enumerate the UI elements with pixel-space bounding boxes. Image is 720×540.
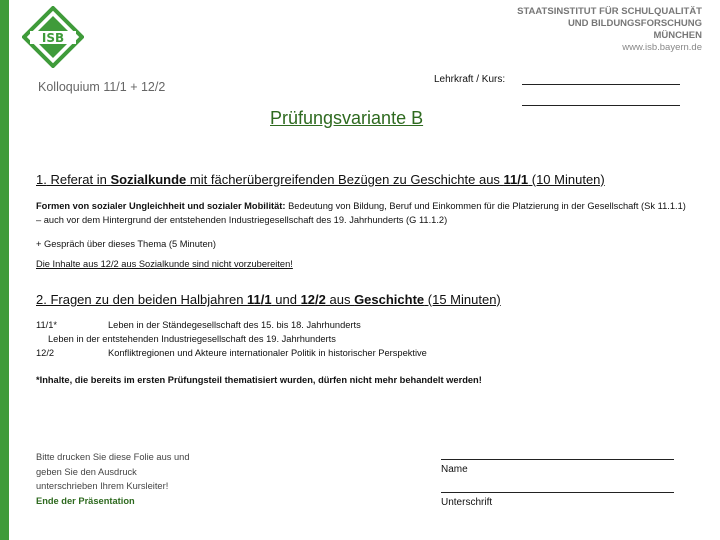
signature-line xyxy=(441,492,674,493)
lehrkraft-line xyxy=(522,84,680,85)
logo-text: ISB xyxy=(41,31,65,45)
lehrkraft-label: Lehrkraft / Kurs: xyxy=(434,74,506,85)
page-title: Prüfungsvariante B xyxy=(270,108,424,128)
isb-logo xyxy=(22,6,84,68)
signature-label: Unterschrift xyxy=(441,497,493,508)
kurs-line xyxy=(522,105,680,106)
section1-talk: + Gespräch über dieses Thema (5 Minuten) xyxy=(36,239,216,249)
section2-heading: 2. Fragen zu den beiden Halbjahren 11/1 und 12/2 aus Geschichte (15 Minuten) xyxy=(36,292,501,307)
kolloquium-label: Kolloquium 11/1 + 12/2 xyxy=(38,80,166,94)
institute-url[interactable]: www.isb.bayern.de xyxy=(622,42,702,53)
history-topic: Leben in der Ständegesellschaft des 15. bis 18. Jahrhunderts xyxy=(108,320,361,330)
history-topic: Konfliktregionen und Akteure internationaler Politik in historischer Perspektive xyxy=(108,348,427,358)
institute-line: UND BILDUNGSFORSCHUNG xyxy=(567,18,702,29)
institute-line: STAATSINSTITUT FÜR SCHULQUALITÄT xyxy=(517,6,702,17)
institute-line: MÜNCHEN xyxy=(653,30,702,41)
history-topic: Leben in der entstehenden Industriegesellschaft des 19. Jahrhunderts xyxy=(48,334,336,344)
section1-topic: Formen von sozialer Ungleichheit und sozialer Mobilität: Bedeutung von Bildung, Beruf und Einkommen für die Platzierung in der Gesellschaft (Sk 11.1.1) – auch vor dem Hintergrund der entstehenden Industriegesellschaft des 19. Jahrhunderts (G 11.1.2) xyxy=(36,201,686,225)
footnote: *Inhalte, die bereits im ersten Prüfungsteil thematisiert wurden, dürfen nicht mehr behandelt werden! xyxy=(36,375,482,385)
section1-note: Die Inhalte aus 12/2 aus Sozialkunde sind nicht vorzubereiten! xyxy=(36,259,293,269)
history-term: 11/1* xyxy=(36,320,58,330)
end-of-presentation: Ende der Präsentation xyxy=(36,495,135,506)
section1-heading: 1. Referat in Sozialkunde mit fächerübergreifenden Bezügen zu Geschichte aus 11/1 (10 Minuten) xyxy=(36,172,605,187)
name-line xyxy=(441,459,674,460)
green-side-bar xyxy=(0,0,9,540)
history-term: 12/2 xyxy=(36,348,55,358)
institute-block xyxy=(517,6,702,54)
name-label: Name xyxy=(441,464,468,475)
print-hint: Bitte drucken Sie diese Folie aus und geben Sie den Ausdruck unterschrieben Ihrem Kursleiter! Ende der Präsentation xyxy=(36,450,236,508)
